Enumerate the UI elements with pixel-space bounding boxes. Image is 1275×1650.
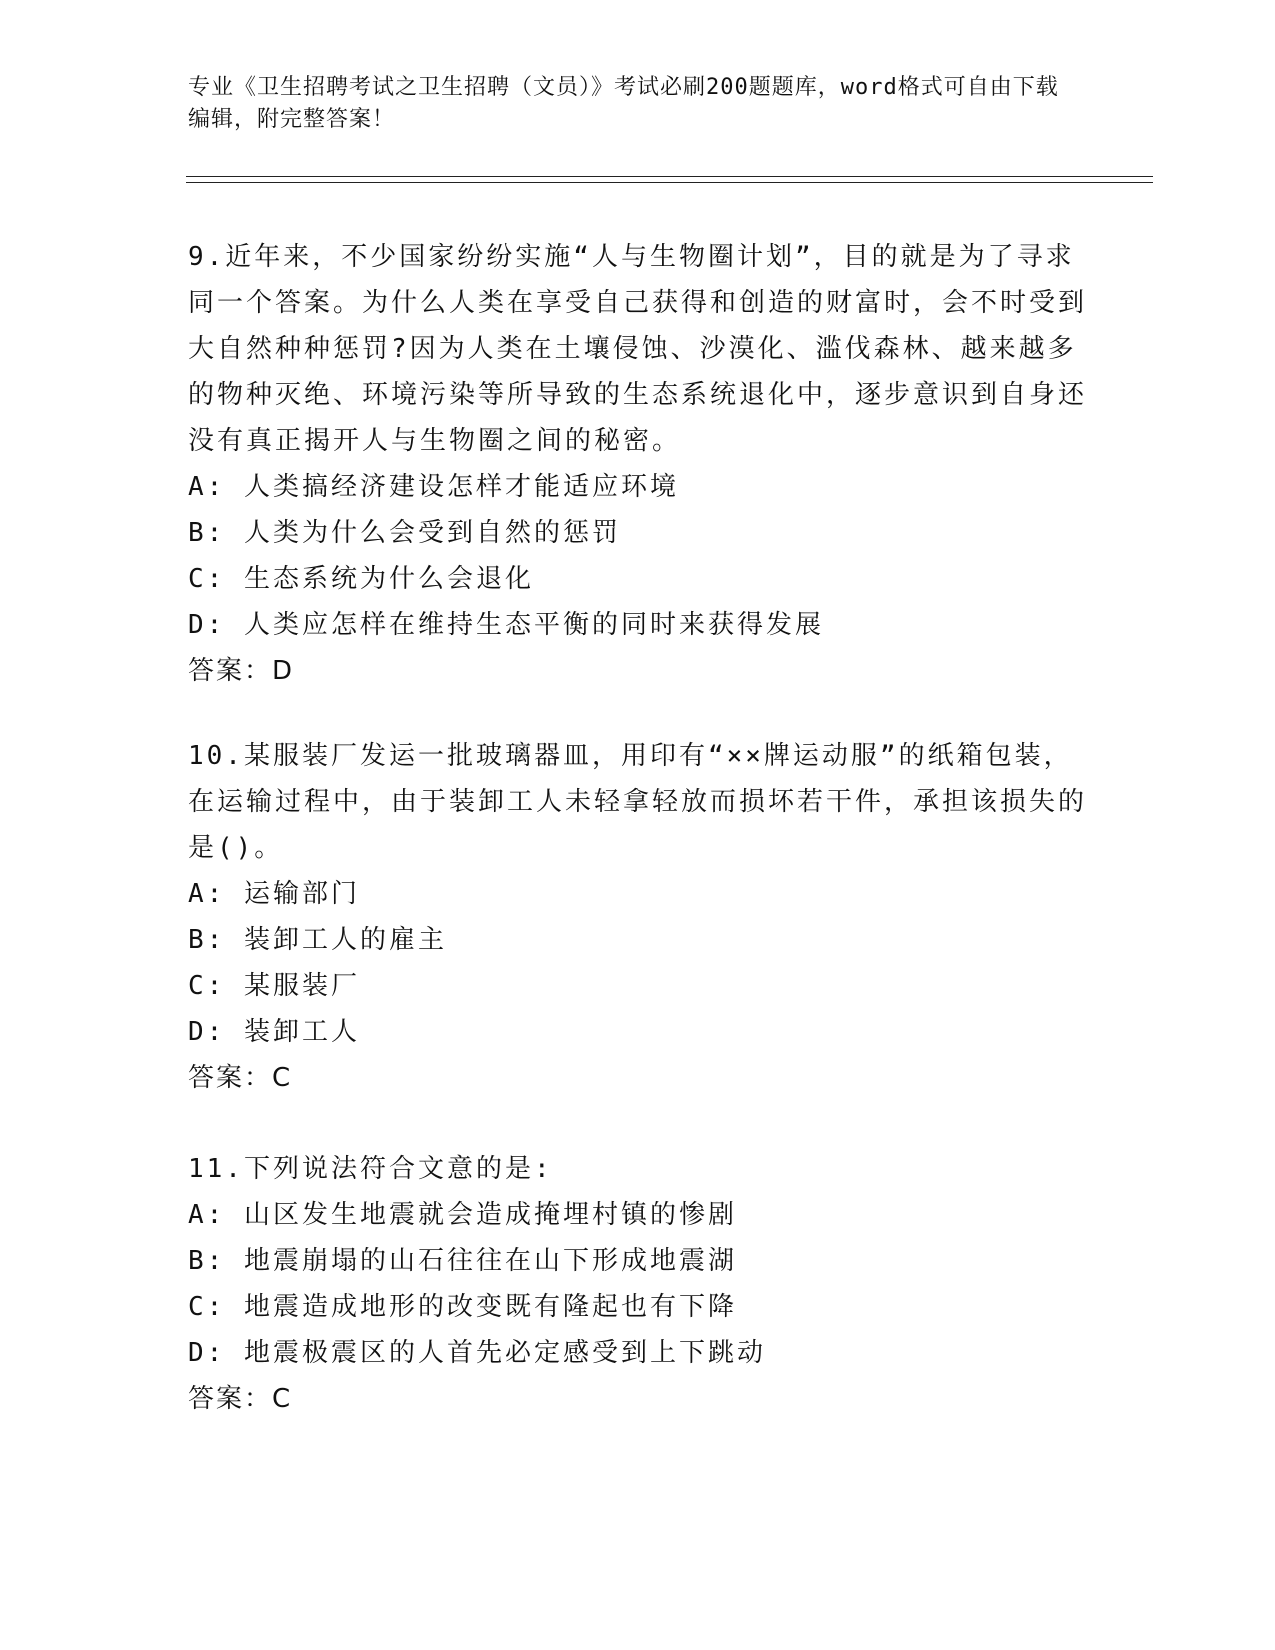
option-d: D: 地震极震区的人首先必定感受到上下跳动 (188, 1338, 766, 1368)
question-block (188, 1146, 1088, 1422)
answer-line: 答案：D (188, 656, 295, 686)
question-block (188, 733, 1088, 1101)
option-c: C: 地震造成地形的改变既有隆起也有下降 (188, 1292, 737, 1322)
option-b: B: 人类为什么会受到自然的惩罚 (188, 518, 621, 548)
option-c: C: 生态系统为什么会退化 (188, 564, 534, 594)
document-header: 专业《卫生招聘考试之卫生招聘（文员）》考试必刷200题题库，word格式可自由下载编辑，附完整答案！ (188, 75, 1059, 132)
option-a: A: 人类搞经济建设怎样才能适应环境 (188, 472, 679, 502)
option-a: A: 运输部门 (188, 879, 360, 909)
header-divider (186, 176, 1153, 183)
option-b: B: 装卸工人的雇主 (188, 925, 447, 955)
option-b: B: 地震崩塌的山石往往在山下形成地震湖 (188, 1246, 737, 1276)
question-stem: 10.某服装厂发运一批玻璃器皿，用印有“××牌运动服”的纸箱包装，在运输过程中，由于装卸工人未轻拿轻放而损坏若干件，承担该损失的是()。 (188, 741, 1088, 863)
question-stem: 9.近年来，不少国家纷纷实施“人与生物圈计划”，目的就是为了寻求同一个答案。为什么人类在享受自己获得和创造的财富时，会不时受到大自然种种惩罚?因为人类在土壤侵蚀、沙漠化、滥伐森林、越来越多的物种灭绝、环境污染等所导致的生态系统退化中，逐步意识到自身还没有真正揭开人与生物圈之间的秘密。 (188, 242, 1088, 456)
option-c: C: 某服装厂 (188, 971, 360, 1001)
question-stem: 11.下列说法符合文意的是: (188, 1154, 553, 1184)
option-d: D: 人类应怎样在维持生态平衡的同时来获得发展 (188, 610, 824, 640)
answer-line: 答案：C (188, 1384, 293, 1414)
option-d: D: 装卸工人 (188, 1017, 360, 1047)
answer-line: 答案：C (188, 1063, 293, 1093)
question-block (188, 234, 1088, 694)
option-a: A: 山区发生地震就会造成掩埋村镇的惨剧 (188, 1200, 737, 1230)
